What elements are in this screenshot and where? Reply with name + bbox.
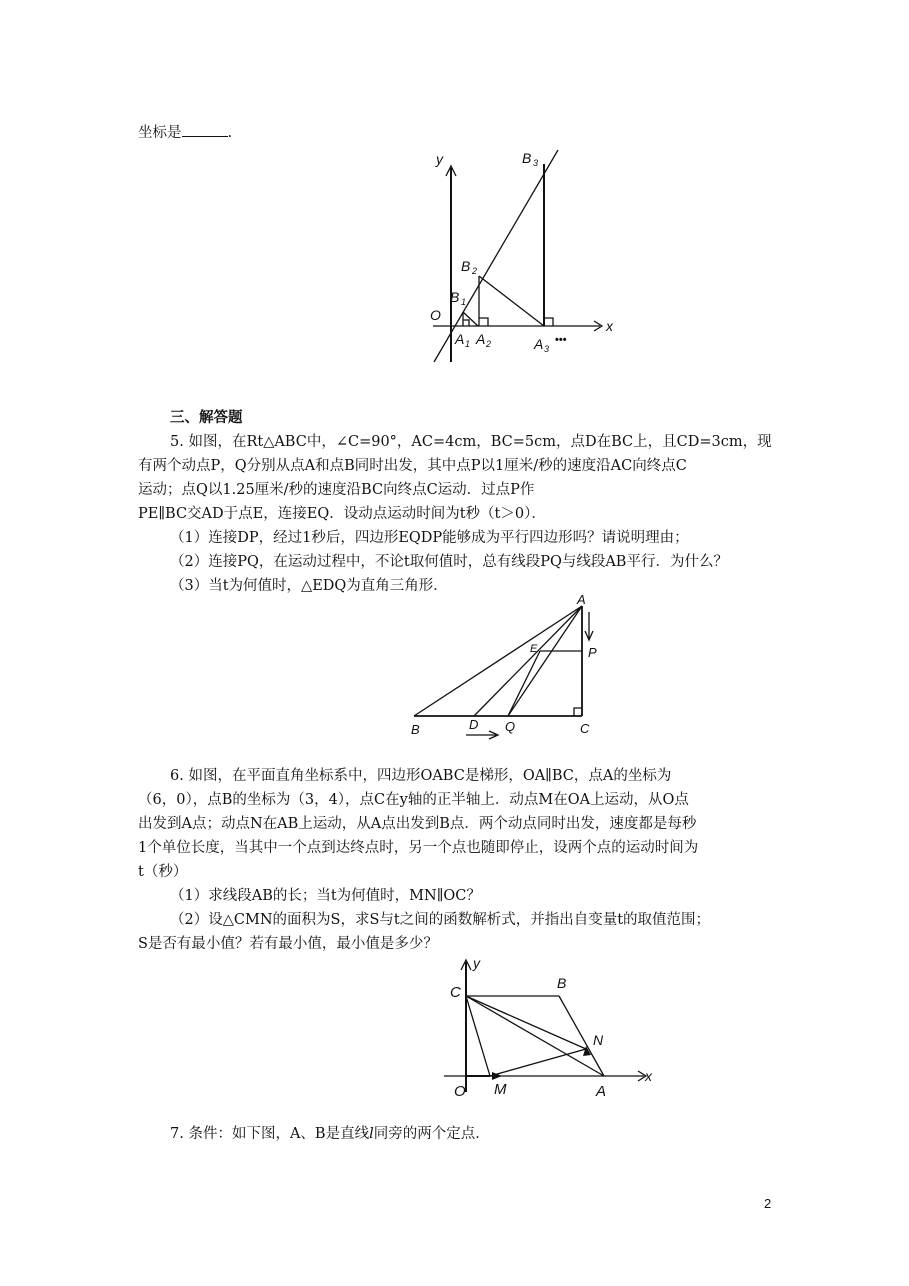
answer-blank	[182, 122, 228, 137]
fig2-label-e: E	[530, 643, 538, 655]
fig1-sub-a3: 3	[544, 344, 550, 354]
q5-sub-2: （2）连接PQ，在运动过程中，不论t取何值时，总有线段PQ与线段AB平行．为什么？	[170, 554, 728, 570]
q6-sub-1: （1）求线段AB的长；当t为何值时，MN∥OC？	[170, 888, 481, 904]
fig1-label-a3: A	[534, 336, 544, 352]
q7-pre: 7. 条件：如下图，A、B是直线	[170, 1126, 370, 1142]
fig2-label-c: C	[580, 721, 590, 736]
q5-line-4: PE∥BC交AD于点E，连接EQ．设动点运动时间为t秒（t＞0）．	[138, 506, 546, 522]
fig3-label-x: x	[645, 1068, 652, 1084]
fig1-seg-b1a2	[463, 312, 478, 326]
fig1-sub-b2: 2	[472, 266, 478, 276]
figure-3-trapezoid	[440, 952, 660, 1102]
fig3-label-b: B	[557, 975, 567, 991]
fig3-label-c: C	[450, 984, 461, 1001]
q7-line-label: l	[369, 1126, 374, 1142]
q6-sub-2: （2）设△CMN的面积为S，求S与t之间的函数解析式，并指出自变量t的取值范围；	[170, 912, 711, 928]
q7-post: 同旁的两个定点．	[373, 1126, 490, 1142]
fig1-label-b3: B	[522, 150, 532, 166]
q4-tail-end: .	[227, 125, 233, 141]
q6-line-5: t（秒）	[138, 864, 188, 880]
fig2-label-p: P	[588, 645, 597, 660]
q5-line-3: 运动；点Q以1.25厘米/秒的速度沿BC向终点C运动．过点P作	[138, 482, 535, 498]
fig3-label-a: A	[596, 1083, 607, 1100]
fig2-label-q: Q	[505, 719, 516, 734]
page-number: 2	[764, 1196, 772, 1211]
fig3-label-n: N	[593, 1032, 604, 1048]
fig1-line	[434, 150, 558, 362]
fig2-label-a: A	[577, 592, 586, 607]
fig1-sub-a2: 2	[486, 339, 492, 349]
q6-line-4: 1个单位长度，当其中一个点到达终点时，另一个点也随即停止，设两个点的运动时间为	[138, 840, 699, 856]
fig3-label-o: O	[454, 1083, 466, 1100]
fig1-seg-b2a3	[479, 276, 544, 326]
fig1-right-angle-1	[463, 320, 469, 326]
fig2-right-angle	[574, 708, 582, 716]
fig1-label-o: O	[430, 307, 441, 323]
fig1-right-angle-2	[479, 318, 488, 326]
q5-sub-3: （3）当t为何值时，△EDQ为直角三角形．	[170, 578, 448, 594]
fig1-label-a2: A	[476, 331, 486, 347]
fig1-label-a1: A	[455, 331, 465, 347]
q7-line-1	[170, 1124, 490, 1144]
fig2-label-b: B	[411, 722, 420, 737]
q6-line-2: （6，0），点B的坐标为（3，4），点C在y轴的正半轴上．动点M在OA上运动，从O点	[138, 792, 689, 808]
fig2-label-d: D	[469, 717, 479, 732]
fig1-sub-b1: 1	[461, 297, 467, 307]
fig2-seg-ad	[474, 606, 582, 716]
fig2-seg-aq	[508, 606, 582, 716]
q4-tail-text: 坐标是	[138, 125, 182, 141]
q5-sub-1: （1）连接DP，经过1秒后，四边形EQDP能够成为平行四边形吗？请说明理由；	[170, 530, 689, 546]
fig1-ellipsis: •••	[555, 334, 567, 346]
fig3-seg-cn	[466, 996, 586, 1049]
fig1-sub-b3: 3	[533, 158, 539, 168]
figure-2-triangle	[405, 592, 605, 742]
fig2-seg-eq	[508, 651, 540, 716]
q6-line-3: 出发到A点；动点N在AB上运动，从A点出发到B点．两个动点同时出发，速度都是每秒	[138, 816, 697, 832]
q6-line-1: 6. 如图，在平面直角坐标系中，四边形OABC是梯形，OA∥BC，点A的坐标为	[170, 768, 672, 784]
fig1-right-angle-3	[544, 318, 553, 326]
section-heading: 三、解答题	[170, 410, 243, 426]
q5-line-2: 有两个动点P，Q分别从点A和点B同时出发，其中点P以1厘米/秒的速度沿AC向终点C	[138, 458, 687, 474]
figure-1-staircase	[420, 148, 620, 368]
fig2-side-ab	[414, 606, 582, 716]
q4-answer-line	[138, 122, 232, 143]
fig1-label-x: x	[606, 318, 613, 334]
q6-sub-3: S是否有最小值？若有最小值，最小值是多少？	[138, 936, 438, 952]
fig3-seg-mn	[490, 1049, 586, 1076]
fig3-label-y: y	[473, 955, 480, 971]
fig3-label-m: M	[494, 1081, 507, 1098]
q5-line-1: 5. 如图，在Rt△ABC中，∠C=90°，AC=4cm，BC=5cm，点D在BC上，且CD=3cm，现	[170, 434, 772, 450]
fig1-label-b2: B	[461, 258, 471, 274]
fig1-label-y: y	[436, 151, 443, 167]
fig1-sub-a1: 1	[465, 339, 471, 349]
fig1-label-b1: B	[450, 289, 460, 305]
